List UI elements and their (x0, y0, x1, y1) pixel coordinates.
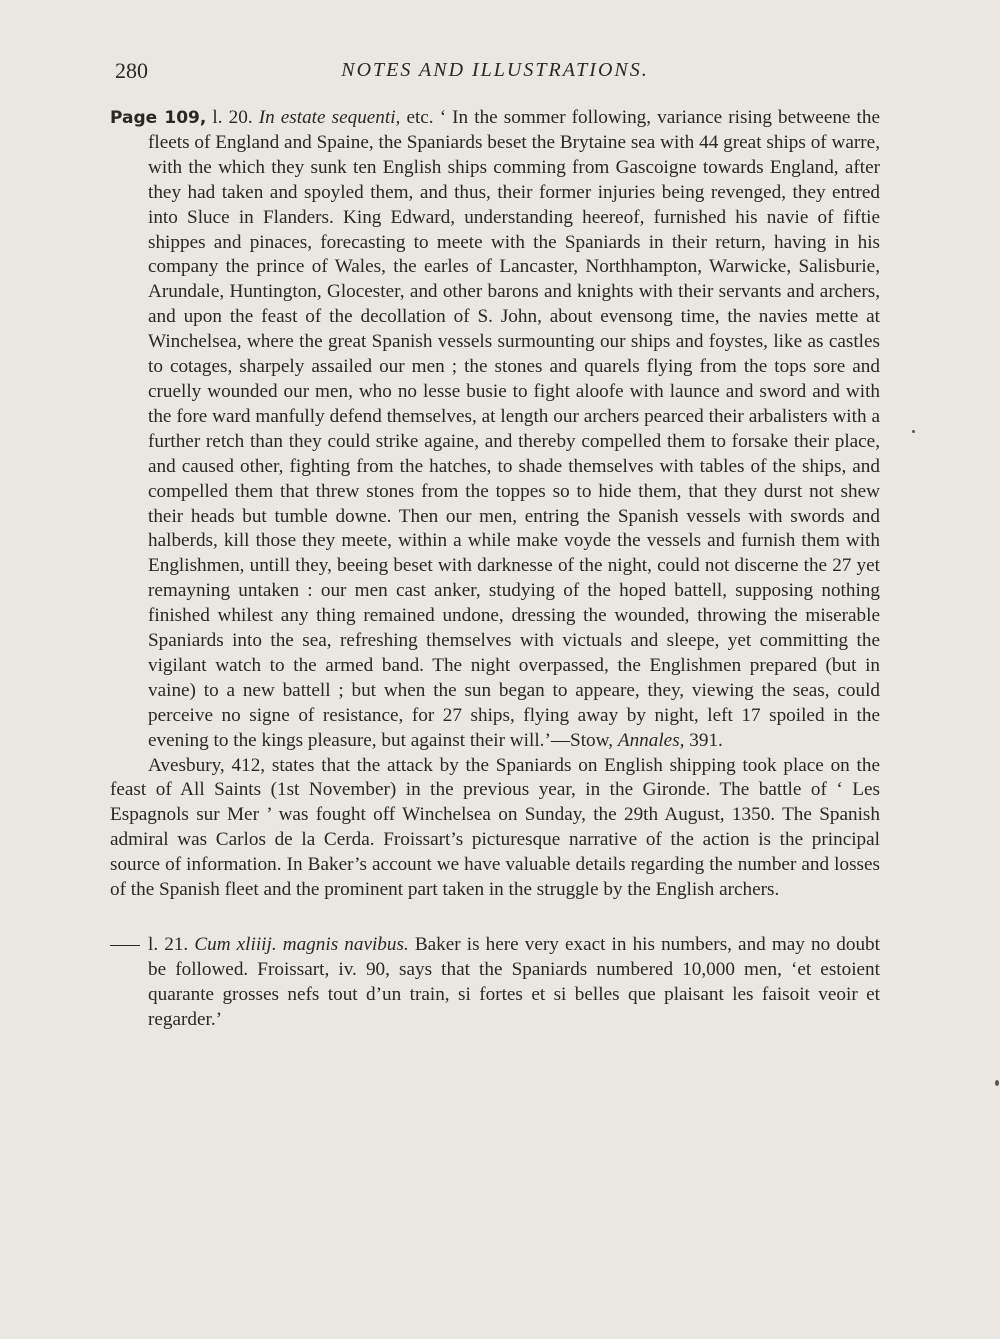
paper-speck (912, 430, 915, 433)
source-title: Annales, (617, 729, 685, 751)
running-head (115, 58, 875, 90)
page-number: 280 (115, 58, 148, 83)
note-page-109-line-20 (110, 106, 880, 754)
note-reference: Page 109, (110, 108, 207, 128)
notes-text (110, 106, 880, 1033)
ditto-dash (110, 945, 140, 946)
note-quotation: etc. ‘ In the sommer following, variance rising betweene the fleets of England and Spaine, the Spaniards beset the Brytaine sea with 44 great ships of warre, with the which they sunk ten English ships comming from Gascoigne towards England, after they had taken and spoyled them, and thus, their former injuries being revenged, they entred into Sluce in Flanders. King Edward, understanding heereof, furnished his navie of fiftie shippes and pinaces, forecasting to meete with the Spaniards in their return, having in his company the prince of Wales, the earles of Lancaster, Northhampton, Warwicke, Salisburie, Arundale, Huntington, Glocester, and other barons and knights with their servants and archers, and upon the feast of the decollation of S. John, about evensong time, the navies mette at Winchelsea, where the great Spanish vessels surmounting our ships and foystes, like as castles to cotages, sharpely assailed our men ; the stones and quarels flying from the tops sore and cruelly wounded our men, who no lesse busie to fight aloofe with launce and sword and with the fore ward manfully defend themselves, at length our archers pearced their arbalisters with a further retch than they could strike againe, and thereby compelled them to forsake their place, and caused other, fighting from the hatches, to shade themselves with tables of the ships, and compelled them that threw stones from the toppes so to hide them, that they durst not shew their heads but tumble downe. Then our men, entring the Spanish vessels with swords and halberds, kill those they meete, within a while make voyde the vessels and furnish them with Englishmen, untill they, beeing beset with darknesse of the night, could not discerne the 27 yet remayning untaken : our men cast anker, studying of the hoped battell, supposing nothing finished whilest any thing remained undone, dressing the wounded, throwing the miserable Spaniards into the sea, refreshing themselves with victuals and sleepe, yet committing the vigilant watch to the armed band. The night overpassed, the Englishmen prepared (but in vaine) to a new battell ; but when the sun began to appeare, they, viewing the seas, could perceive no signe of resistance, for 27 ships, flying away by night, left 17 spoiled in the evening to the kings pleasure, but against their will.’—Stow, (148, 107, 880, 751)
note-lemma: Cum xliiij. magnis navibus. (194, 934, 409, 955)
note-line-21 (110, 933, 880, 1033)
note-text: Baker is here very exact in his numbers, and may no doubt be followed. Froissart, iv. 90, says that the Spaniards numbered 10,000 men, ‘et estoient quarante grosses nefs tout d’un train, si fortes et si belles que plaisant les faisoit veoir et regarder.’ (148, 934, 880, 1030)
paper-speck (995, 1080, 999, 1086)
source-page: 391. (684, 729, 723, 751)
note-line-number: l. 21. (148, 934, 195, 955)
running-title: NOTES AND ILLUSTRATIONS. (341, 59, 649, 81)
note-lemma: In estate sequenti, (258, 107, 401, 128)
note-line-number: l. 20. (206, 107, 259, 128)
commentary-paragraph: Avesbury, 412, states that the attack by the Spaniards on English shipping took place on the feast of All Saints (1st November) in the previous year, in the Gironde. The battle of ‘ Les Espagnols sur Mer ’ was fought off Winchelsea on Sunday, the 29th August, 1350. The Spanish admiral was Carlos de la Cerda. Froissart’s picturesque narrative of the action is the principal source of information. In Baker’s account we have valuable details regarding the number and losses of the Spanish fleet and the prominent part taken in the struggle by the English archers. (110, 754, 880, 901)
